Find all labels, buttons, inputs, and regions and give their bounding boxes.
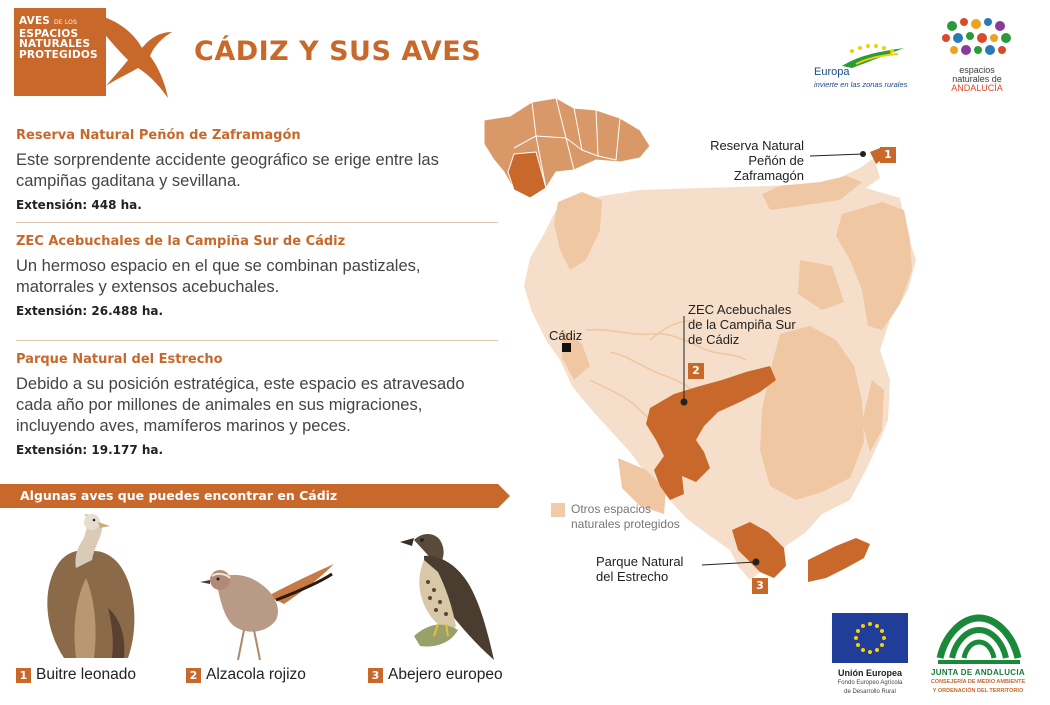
griffon-vulture-image [24, 508, 154, 666]
section-estrecho [16, 352, 498, 457]
map-label-estrecho [596, 554, 683, 584]
enap-line-1: espacios [959, 65, 995, 75]
label-line: Reserva Natural [710, 138, 804, 153]
page-title: CÁDIZ Y SUS AVES [194, 36, 482, 67]
bird-name: Alzacola rojizo [206, 666, 306, 683]
bird-number: 3 [368, 668, 383, 683]
birds-heading-bar [0, 484, 510, 508]
bird-number: 2 [186, 668, 201, 683]
birds-heading: Algunas aves que puedes encontrar en Cádiz [20, 488, 338, 503]
section-title: ZEC Acebuchales de la Campiña Sur de Cádiz [16, 234, 346, 249]
enap-line-3: ANDALUCÍA [951, 83, 1003, 93]
eu-stars-icon [832, 613, 908, 663]
label-line: de Cádiz [688, 332, 740, 347]
section-description: Un hermoso espacio en el que se combinan pastizales, matorrales y extensos acebuchales. [16, 257, 421, 296]
junta-dept-line: Y ORDENACIÓN DEL TERRITORIO [932, 687, 1024, 694]
espacios-naturales-logo [932, 14, 1024, 94]
legend-swatch [551, 503, 565, 517]
junta-name: JUNTA DE ANDALUCIA [931, 668, 1025, 677]
section-extension: Extensión: 19.177 ha. [16, 443, 164, 457]
divider [16, 340, 498, 341]
label-line: del Estrecho [596, 569, 669, 584]
section-title: Parque Natural del Estrecho [16, 352, 223, 367]
section-description: Debido a su posición estratégica, este espacio es atravesado cada año por millones de animales en sus migraciones, incluyendo aves, mamíferos marinos y peces. [16, 375, 465, 435]
label-line: Parque Natural [596, 554, 684, 569]
espacios-naturales-text [946, 66, 1008, 93]
bird-number: 1 [16, 668, 31, 683]
europa-word: Europa [814, 66, 850, 78]
map-label-cadiz-city: Cádiz [549, 328, 583, 343]
map-number-1: 1 [880, 147, 896, 163]
eu-text [815, 668, 925, 696]
eagle-icon [84, 8, 176, 100]
enap-line-2: naturales de [952, 74, 1002, 84]
brand-logo [14, 8, 176, 98]
bird-name: Abejero europeo [388, 666, 503, 683]
eu-fund-line: Fondo Europeo Agrícola [837, 680, 903, 686]
map-label-zaframagon [700, 138, 804, 183]
legend-line: naturales protegidos [571, 517, 680, 531]
junta-dept-line: CONSEJERÍA DE MEDIO AMBIENTE [930, 679, 1026, 685]
europa-logo [812, 42, 912, 92]
section-zaframagon [16, 128, 498, 212]
biodiversity-icon [932, 14, 1024, 64]
section-extension: Extensión: 26.488 ha. [16, 304, 164, 318]
cadiz-city-marker [562, 343, 571, 352]
bird-caption-1 [16, 666, 136, 684]
map-number-3: 3 [752, 578, 768, 594]
label-line: Peñón de Zaframagón [733, 153, 804, 183]
brand-line-2: ESPACIOS [19, 27, 79, 40]
bird-name: Buitre leonado [36, 666, 136, 683]
brand-line-1: AVES [19, 15, 51, 27]
section-extension: Extensión: 448 ha. [16, 198, 142, 212]
section-title: Reserva Natural Peñón de Zaframagón [16, 128, 301, 143]
eu-fund-line: de Desarrollo Rural [844, 689, 896, 695]
map-label-acebuchales [688, 302, 796, 347]
eu-flag-icon [832, 613, 908, 663]
map-number-2: 2 [688, 363, 704, 379]
junta-andalucia-icon [930, 612, 1028, 672]
label-line: de la Campiña Sur [688, 317, 796, 332]
rufous-bushchat-image [198, 560, 338, 664]
brand-line-1-small: DE LOS [53, 19, 78, 26]
andalucia-inset [484, 98, 650, 198]
europa-tagline: invierte en las zonas rurales [814, 80, 908, 89]
eu-name: Unión Europea [837, 668, 902, 678]
legend-line: Otros espacios [571, 502, 652, 516]
label-line: ZEC Acebuchales [688, 302, 792, 317]
section-description: Este sorprendente accidente geográfico se erige entre las campiñas gaditana y sevillana. [16, 151, 439, 190]
section-acebuchales [16, 234, 498, 318]
brand-line-3: NATURALES [19, 38, 91, 50]
bird-caption-3 [368, 666, 503, 684]
bird-caption-2 [186, 666, 306, 684]
junta-text [922, 668, 1034, 694]
legend-text [571, 502, 680, 532]
brand-line-4: PROTEGIDOS [19, 48, 98, 61]
divider [16, 222, 498, 223]
